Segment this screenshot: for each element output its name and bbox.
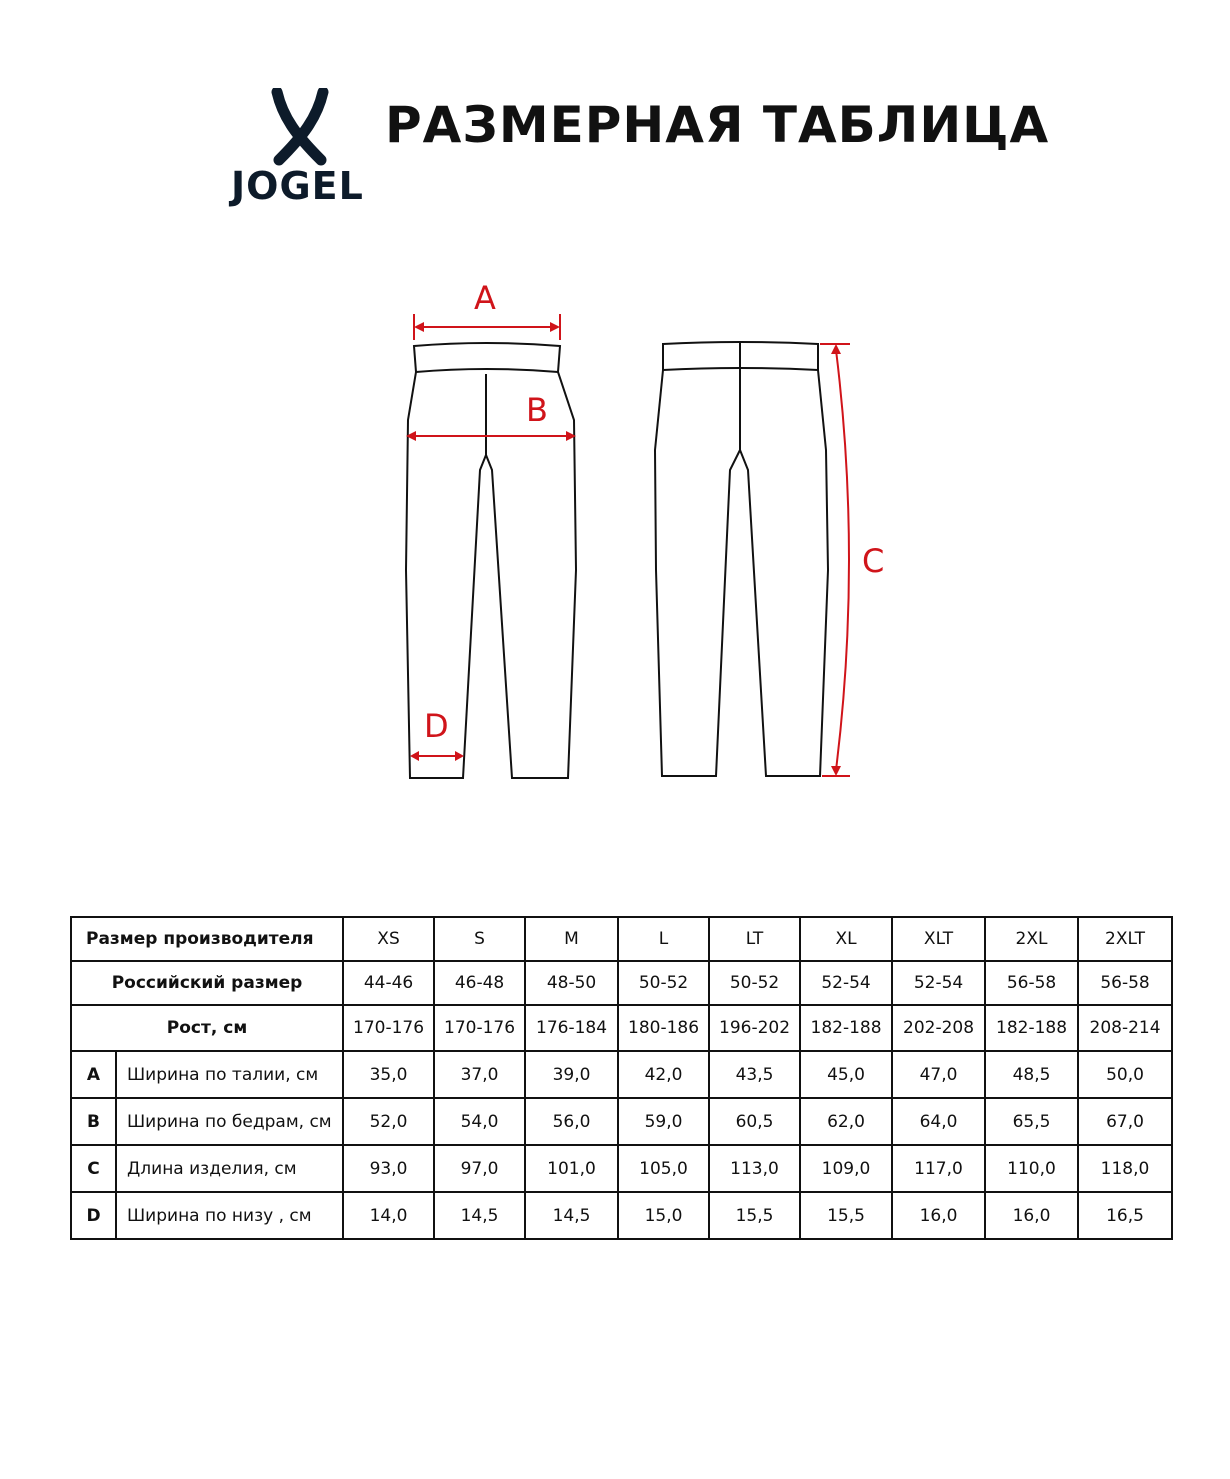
dimension-d-label: D (424, 707, 449, 745)
table-cell: 47,0 (892, 1051, 985, 1098)
russian-size-label: Российский размер (71, 961, 343, 1005)
table-cell: 48,5 (985, 1051, 1078, 1098)
table-cell: 44-46 (343, 961, 434, 1005)
table-cell: 14,0 (343, 1192, 434, 1239)
table-cell: 208-214 (1078, 1005, 1172, 1051)
table-cell: 196-202 (709, 1005, 800, 1051)
dimension-a-label: A (474, 279, 496, 317)
table-cell: 15,5 (709, 1192, 800, 1239)
table-cell: 52-54 (892, 961, 985, 1005)
table-cell: 60,5 (709, 1098, 800, 1145)
size-cell: XS (343, 917, 434, 961)
table-cell: 113,0 (709, 1145, 800, 1192)
table-row-measurement-d (71, 1192, 1172, 1239)
pants-back-view (655, 342, 828, 776)
table-cell: 14,5 (525, 1192, 618, 1239)
table-row-russian-size (71, 961, 1172, 1005)
dimension-d (410, 751, 464, 761)
table-cell: 16,5 (1078, 1192, 1172, 1239)
table-cell: 39,0 (525, 1051, 618, 1098)
table-cell: 65,5 (985, 1098, 1078, 1145)
page-title: РАЗМЕРНАЯ ТАБЛИЦА (385, 96, 1050, 154)
table-cell: 56-58 (985, 961, 1078, 1005)
table-cell: 14,5 (434, 1192, 525, 1239)
size-cell: 2XL (985, 917, 1078, 961)
table-cell: 15,0 (618, 1192, 709, 1239)
table-cell: 43,5 (709, 1051, 800, 1098)
measurement-name: Ширина по низу , см (116, 1192, 343, 1239)
dimension-a (414, 314, 560, 340)
table-row-measurement-c (71, 1145, 1172, 1192)
table-cell: 170-176 (343, 1005, 434, 1051)
table-cell: 176-184 (525, 1005, 618, 1051)
size-table (70, 916, 1173, 1240)
measurement-letter: D (71, 1192, 116, 1239)
table-cell: 202-208 (892, 1005, 985, 1051)
table-cell: 48-50 (525, 961, 618, 1005)
table-cell: 50-52 (618, 961, 709, 1005)
measurement-letter: C (71, 1145, 116, 1192)
table-cell: 16,0 (892, 1192, 985, 1239)
table-cell: 109,0 (800, 1145, 892, 1192)
table-cell: 182-188 (985, 1005, 1078, 1051)
measurement-letter: A (71, 1051, 116, 1098)
table-cell: 117,0 (892, 1145, 985, 1192)
table-cell: 101,0 (525, 1145, 618, 1192)
size-cell: XLT (892, 917, 985, 961)
table-cell: 52-54 (800, 961, 892, 1005)
table-cell: 50-52 (709, 961, 800, 1005)
table-cell: 56-58 (1078, 961, 1172, 1005)
table-cell: 105,0 (618, 1145, 709, 1192)
table-cell: 170-176 (434, 1005, 525, 1051)
jogel-logo (225, 88, 375, 213)
jogel-emblem-icon (225, 88, 375, 168)
dimension-c (820, 344, 850, 776)
measurement-name: Длина изделия, см (116, 1145, 343, 1192)
measurement-name: Ширина по бедрам, см (116, 1098, 343, 1145)
dimension-c-label: C (862, 542, 885, 580)
table-cell: 56,0 (525, 1098, 618, 1145)
table-cell: 37,0 (434, 1051, 525, 1098)
table-cell: 46-48 (434, 961, 525, 1005)
dimension-b-label: B (526, 391, 548, 429)
table-cell: 45,0 (800, 1051, 892, 1098)
measurement-name: Ширина по талии, см (116, 1051, 343, 1098)
table-cell: 59,0 (618, 1098, 709, 1145)
table-row-manufacturer-size (71, 917, 1172, 961)
table-cell: 16,0 (985, 1192, 1078, 1239)
table-cell: 15,5 (800, 1192, 892, 1239)
table-cell: 35,0 (343, 1051, 434, 1098)
table-cell: 180-186 (618, 1005, 709, 1051)
measurement-letter: B (71, 1098, 116, 1145)
manufacturer-size-label: Размер производителя (71, 917, 343, 961)
pants-drawing (0, 270, 1230, 810)
size-cell: S (434, 917, 525, 961)
size-cell: XL (800, 917, 892, 961)
dimension-b (406, 431, 576, 441)
logo-wordmark: JOGEL (231, 164, 364, 208)
table-row-measurement-a (71, 1051, 1172, 1098)
height-label: Рост, см (71, 1005, 343, 1051)
table-cell: 67,0 (1078, 1098, 1172, 1145)
table-cell: 118,0 (1078, 1145, 1172, 1192)
table-cell: 110,0 (985, 1145, 1078, 1192)
table-row-measurement-b (71, 1098, 1172, 1145)
table-cell: 93,0 (343, 1145, 434, 1192)
table-cell: 182-188 (800, 1005, 892, 1051)
table-cell: 54,0 (434, 1098, 525, 1145)
table-cell: 64,0 (892, 1098, 985, 1145)
table-row-height (71, 1005, 1172, 1051)
size-cell: LT (709, 917, 800, 961)
table-cell: 52,0 (343, 1098, 434, 1145)
table-cell: 97,0 (434, 1145, 525, 1192)
pants-diagram (0, 270, 1230, 810)
table-cell: 62,0 (800, 1098, 892, 1145)
size-cell: L (618, 917, 709, 961)
table-cell: 42,0 (618, 1051, 709, 1098)
size-cell: M (525, 917, 618, 961)
size-cell: 2XLT (1078, 917, 1172, 961)
table-cell: 50,0 (1078, 1051, 1172, 1098)
